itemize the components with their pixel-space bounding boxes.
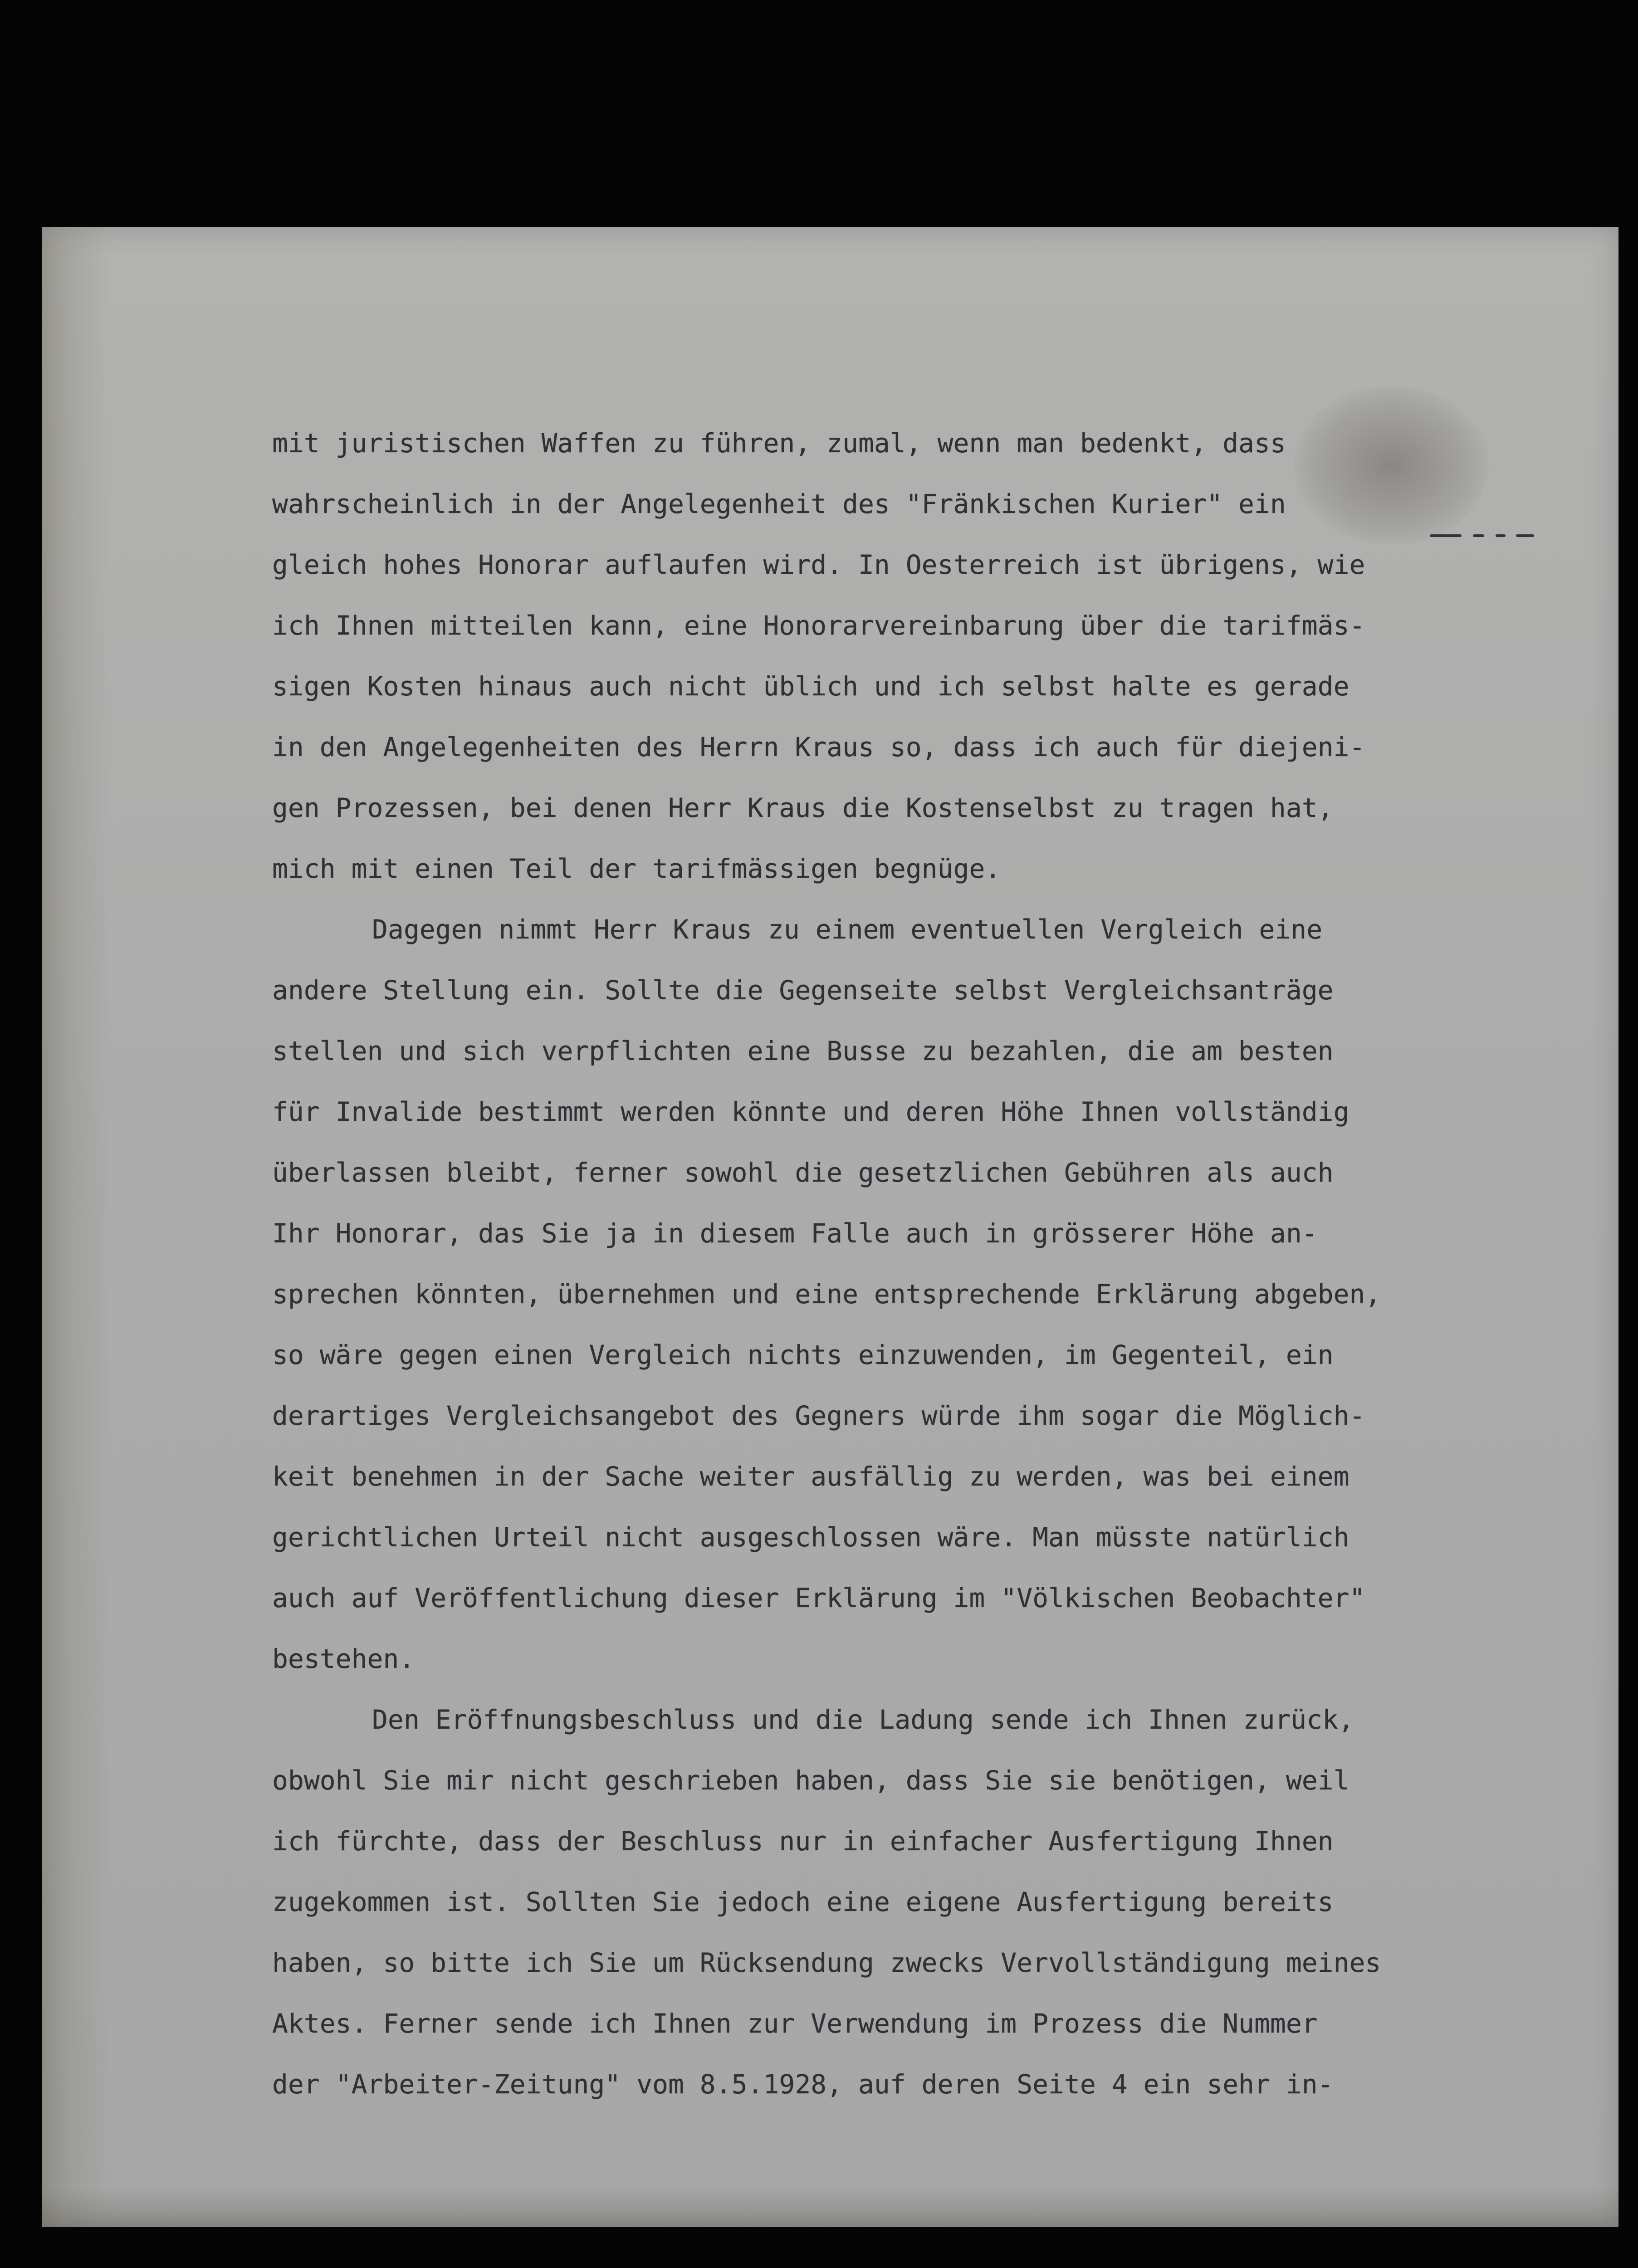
text-line: gerichtlichen Urteil nicht ausgeschlossen wäre. Man müsste natürlich: [272, 1522, 1350, 1553]
text-line: mich mit einen Teil der tarifmässigen begnüge.: [272, 853, 1001, 884]
text-line: sprechen könnten, übernehmen und eine entsprechende Erklärung abgeben,: [272, 1279, 1381, 1310]
text-line: ich Ihnen mitteilen kann, eine Honorarvereinbarung über die tarifmäs-: [272, 610, 1365, 641]
text-line: Ihr Honorar, das Sie ja in diesem Falle auch in grösserer Höhe an-: [272, 1218, 1318, 1249]
text-line: gen Prozessen, bei denen Herr Kraus die Kostenselbst zu tragen hat,: [272, 792, 1334, 823]
text-line: obwohl Sie mir nicht geschrieben haben, dass Sie sie benötigen, weil: [272, 1765, 1350, 1796]
paper-bottom-edge: [42, 2186, 1618, 2227]
letter-body: [272, 413, 1551, 2115]
text-line: sigen Kosten hinaus auch nicht üblich und ich selbst halte es gerade: [272, 671, 1350, 702]
paper-fold-shading: [42, 227, 110, 2227]
text-line: gleich hohes Honorar auflaufen wird. In Oesterreich ist übrigens, wie: [272, 549, 1365, 580]
text-line: wahrscheinlich in der Angelegenheit des "Fränkischen Kurier" ein: [272, 489, 1286, 519]
text-line: auch auf Veröffentlichung dieser Erklärung im "Völkischen Beobachter": [272, 1583, 1365, 1613]
text-line: mit juristischen Waffen zu führen, zumal, wenn man bedenkt, dass: [272, 428, 1286, 459]
text-line: derartiges Vergleichsangebot des Gegners würde ihm sogar die Möglich-: [272, 1400, 1365, 1431]
text-line: für Invalide bestimmt werden könnte und deren Höhe Ihnen vollständig: [272, 1096, 1350, 1127]
text-line: zugekommen ist. Sollten Sie jedoch eine eigene Ausfertigung bereits: [272, 1887, 1334, 1917]
text-line: ich fürchte, dass der Beschluss nur in einfacher Ausfertigung Ihnen: [272, 1826, 1334, 1857]
text-line: Aktes. Ferner sende ich Ihnen zur Verwendung im Prozess die Nummer: [272, 2008, 1318, 2039]
text-line: stellen und sich verpflichten eine Busse zu bezahlen, die am besten: [272, 1036, 1334, 1066]
text-line: der "Arbeiter-Zeitung" vom 8.5.1928, auf deren Seite 4 ein sehr in-: [272, 2069, 1334, 2100]
text-line: Den Eröffnungsbeschluss und die Ladung sende ich Ihnen zurück,: [372, 1704, 1354, 1735]
text-line: andere Stellung ein. Sollte die Gegenseite selbst Vergleichsanträge: [272, 975, 1334, 1006]
text-line: überlassen bleibt, ferner sowohl die gesetzlichen Gebühren als auch: [272, 1157, 1334, 1188]
text-line: so wäre gegen einen Vergleich nichts einzuwenden, im Gegenteil, ein: [272, 1339, 1334, 1370]
text-line: in den Angelegenheiten des Herrn Kraus so, dass ich auch für diejeni-: [272, 732, 1365, 763]
text-line: keit benehmen in der Sache weiter ausfällig zu werden, was bei einem: [272, 1461, 1350, 1492]
text-line: haben, so bitte ich Sie um Rücksendung zwecks Vervollständigung meines: [272, 1947, 1381, 1978]
text-line: bestehen.: [272, 1643, 415, 1674]
text-line: Dagegen nimmt Herr Kraus zu einem eventuellen Vergleich eine: [372, 914, 1323, 945]
